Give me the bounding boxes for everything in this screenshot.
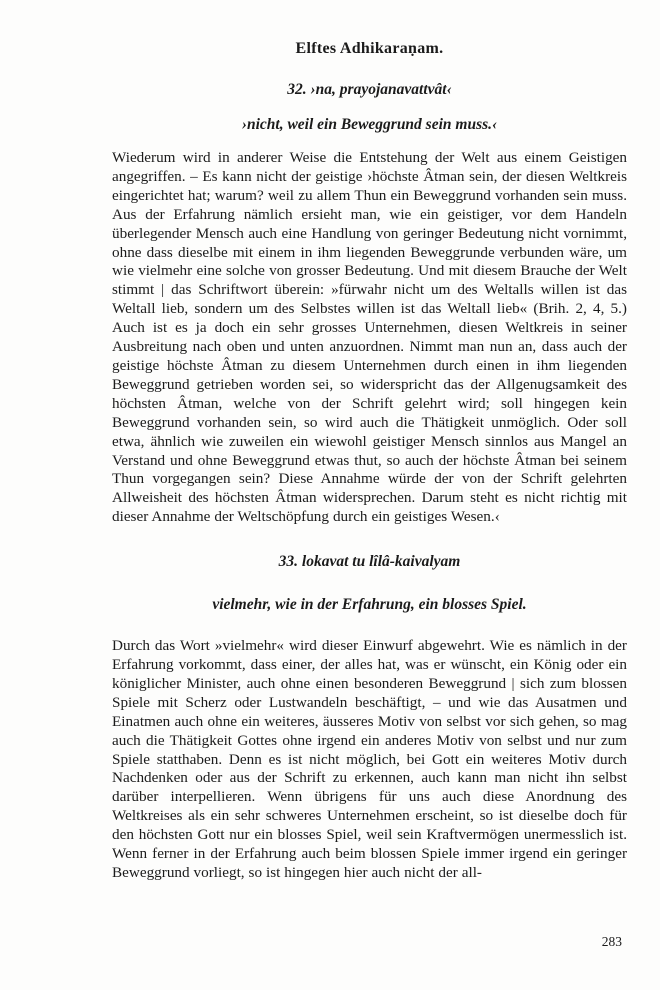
sutra-33-translation: vielmehr, wie in der Erfahrung, ein blosses Spiel. bbox=[212, 596, 527, 614]
sutra-32-commentary: Wiederum wird in anderer Weise die Entstehung der Welt aus einem Geistigen angegriffen. – Es kann nicht der geistige ›höchste Âtman sein, der diesen Weltkreis eingerichtet hat; warum? weil zu allem Thun ein Beweggrund vorhanden sein muss. Aus der Erfahrung nämlich ersieht man, wie ein geistiger, vor dem Handeln überlegender Mensch auch eine Handlung von geringer Bedeutung nicht vornimmt, ohne dass dieselbe mit einem in ihm liegenden Beweggrunde verbunden wäre, um wie vielmehr eine solche von grosser Bedeutung. Und mit diesem Brauche der Welt stimmt | das Schriftwort überein: »fürwahr nicht um des Weltalls willen ist das Weltall lieb, sondern um des Selbstes willen ist das Weltall lieb« (Brih. 2, 4, 5.) Auch ist es ja doch ein sehr grosses Unternehmen, diesen Weltkreis in seiner Ausbreitung nach oben und unten anzuordnen. Nimmt man nun an, dass auch der geistige höchste Âtman zu diesem Unternehmen durch einen in ihm liegenden Beweggrund getrieben worden sei, so widerspricht das der Allgenugsamkeit des höchsten Âtman, welche von der Schrift gelehrt wird; soll hingegen kein Beweggrund vorhanden sein, so wird auch die Thätigkeit unmöglich. Oder soll etwa, ähnlich wie zuweilen ein wiewohl geistiger Mensch sinnlos aus Mangel an Verstand und ohne Beweggrund etwas thut, so auch der höchste Âtman bei seinem Thun vorgegangen sein? Diese Annahme würde der von der Schrift gelehrten Allweisheit des höchsten Âtman widersprechen. Darum steht es nicht richtig mit dieser Annahme der Weltschöpfung durch ein geistiges Wesen.‹ bbox=[112, 149, 627, 526]
sutra-33-title: 33. lokavat tu lîlâ-kaivalyam bbox=[278, 553, 461, 571]
sutra-32-translation: ›nicht, weil ein Beweggrund sein muss.‹ bbox=[241, 116, 498, 133]
sutra-32-title: 32. ›na, prayojanavattvât‹ bbox=[287, 81, 452, 98]
page-number: 283 bbox=[601, 934, 622, 949]
sutra-33-commentary: Durch das Wort »vielmehr« wird dieser Einwurf abgewehrt. Wie es nämlich in der Erfahrung vorkommt, dass einer, der alles hat, was er wünscht, ein König oder ein königlicher Minister, auch ohne einen besonderen Beweggrund | sich zum blossen Spiele mit Scherz oder Lustwandeln beschäftigt, – und wie das Ausatmen und Einatmen auch ohne ein weiteres, äusseres Motiv von selbst vor sich gehen, so mag auch die Thätigkeit Gottes ohne irgend ein anderes Motiv von selbst und nur zum Spiele statthaben. Denn es ist nicht möglich, bei Gott ein weiteres Motiv durch Nachdenken oder aus der Schrift zu erkennen, auch kann man nicht ihn selbst darüber interpellieren. Wenn übrigens für uns auch diese Anordnung des Weltkreises als ein sehr schweres Unternehmen erscheint, so ist dieselbe doch für den höchsten Gott nur ein blosses Spiel, weil sein Kraftvermögen unermesslich ist. Wenn ferner in der Erfahrung auch beim blossen Spiele immer irgend ein geringer Beweggrund vorliegt, so ist hingegen hier auch nicht der all- bbox=[112, 637, 627, 881]
text-column bbox=[112, 40, 627, 883]
sutra-section-33 bbox=[112, 553, 627, 883]
sutra-section-32 bbox=[112, 81, 627, 527]
chapter-heading: Elftes Adhikaraṇam. bbox=[295, 40, 444, 57]
